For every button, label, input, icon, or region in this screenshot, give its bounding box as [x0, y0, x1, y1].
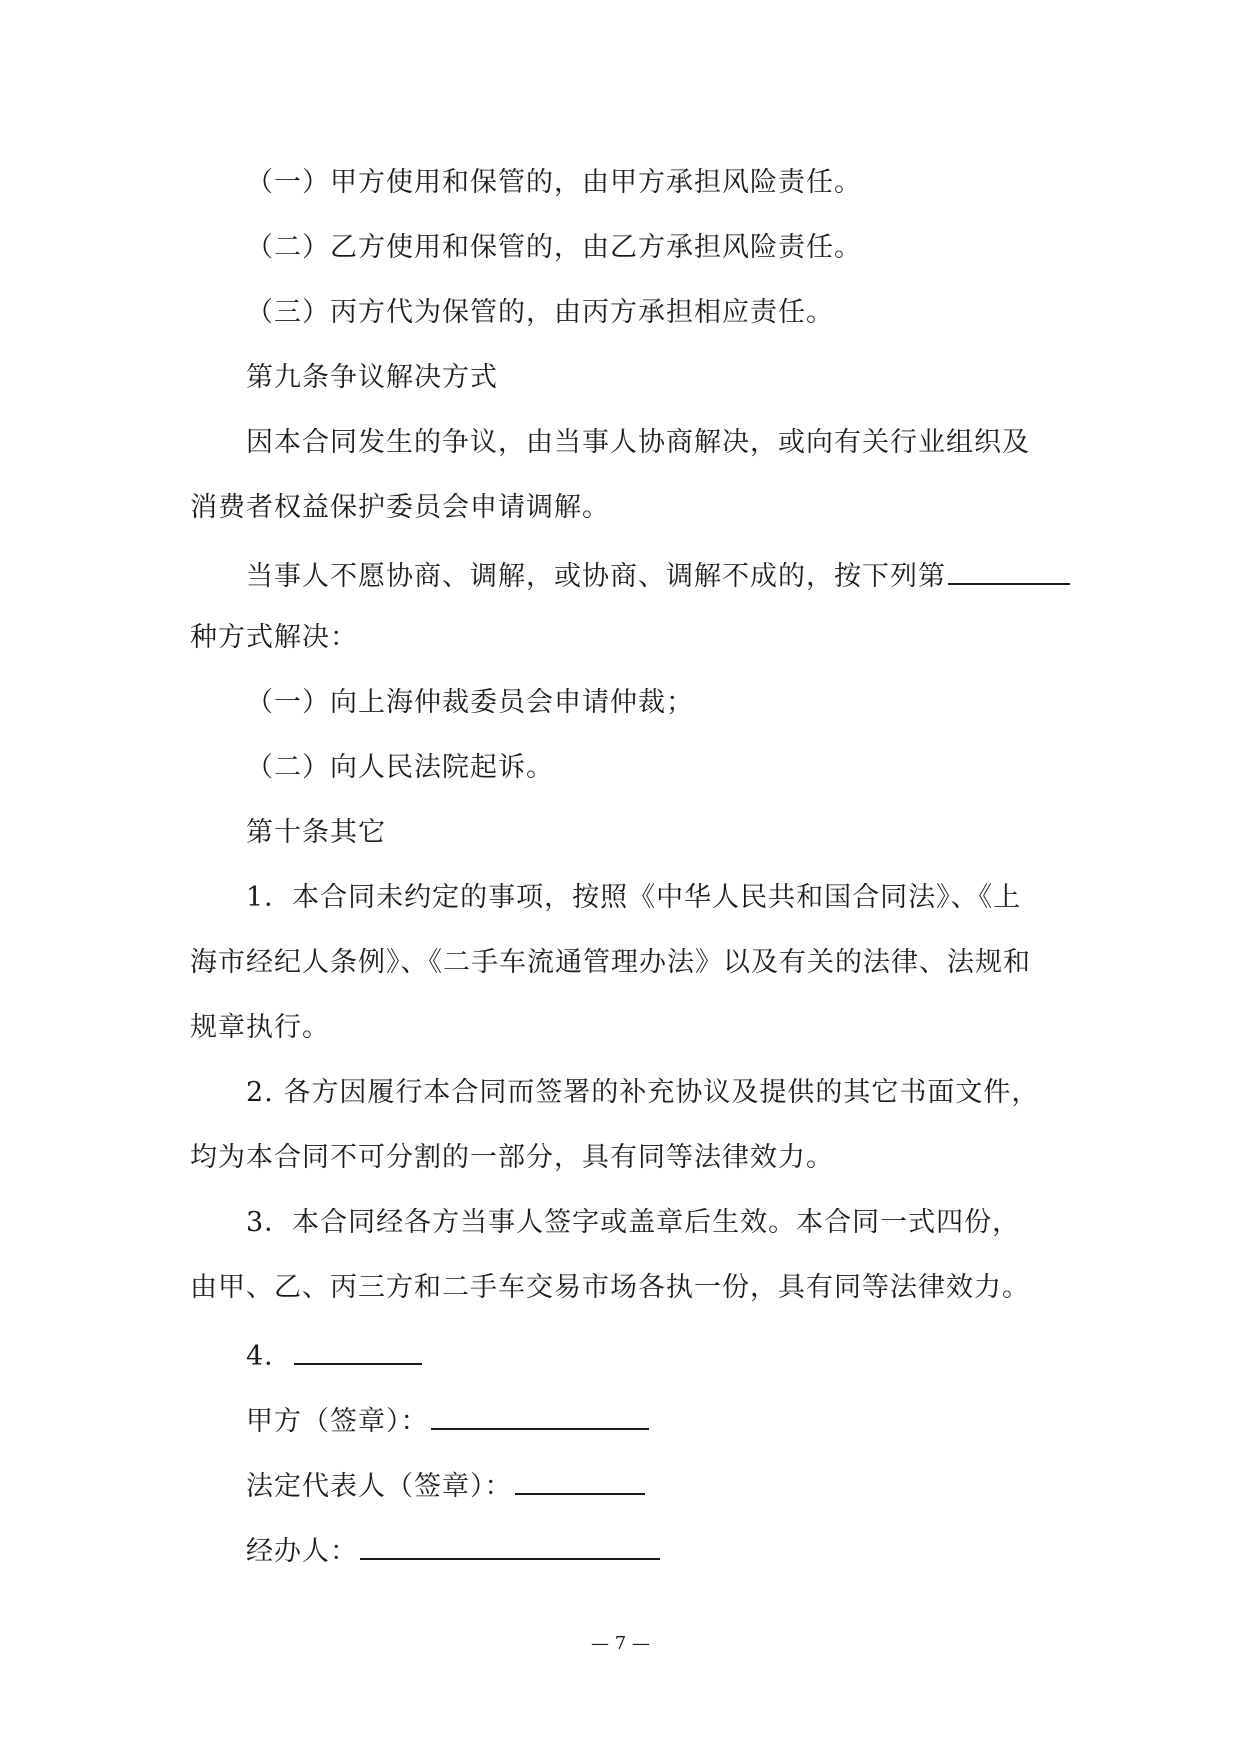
party-a-signature-label: 甲方（签章）： — [246, 1406, 429, 1437]
item-4-blank[interactable] — [294, 1333, 422, 1365]
clause-9-paragraph-1-line-1: 因本合同发生的争议，由当事人协商解决，或向有关行业组织及 — [246, 427, 1030, 458]
party-a-signature-blank[interactable] — [431, 1398, 649, 1430]
clause-10-item-1-line-2: 海市经纪人条例》、《二手车流通管理办法》以及有关的法律、法规和 — [190, 947, 1031, 978]
handler-signature-line — [246, 1528, 1126, 1572]
clause-9-paragraph-2-line-2: 种方式解决： — [190, 622, 358, 653]
page-number: — 7 — — [591, 1633, 650, 1654]
clause-10-item-4 — [246, 1333, 1126, 1377]
clause-9-paragraph-2-line-1 — [246, 553, 1126, 597]
clause-9-paragraph-2-text: 当事人不愿协商、调解，或协商、调解不成的，按下列第 — [246, 561, 946, 592]
clause-9-option-1: （一）向上海仲裁委员会申请仲裁； — [246, 687, 694, 718]
legal-representative-blank[interactable] — [515, 1463, 645, 1495]
clause-9-paragraph-1-line-2: 消费者权益保护委员会申请调解。 — [190, 492, 610, 523]
clause-10-item-2-line-2: 均为本合同不可分割的一部分，具有同等法律效力。 — [190, 1142, 834, 1173]
clause-8-item-2: （二）乙方使用和保管的，由乙方承担风险责任。 — [246, 232, 862, 263]
legal-representative-label: 法定代表人（签章）： — [246, 1471, 513, 1502]
clause-9-option-2: （二）向人民法院起诉。 — [246, 752, 554, 783]
clause-10-heading: 第十条其它 — [246, 817, 386, 848]
party-a-signature-line — [246, 1398, 1126, 1442]
handler-label: 经办人： — [246, 1536, 358, 1567]
clause-9-heading: 第九条争议解决方式 — [246, 362, 498, 393]
clause-10-item-3-line-1: 3．本合同经各方当事人签字或盖章后生效。本合同一式四份， — [246, 1207, 1021, 1238]
method-choice-blank[interactable] — [948, 553, 1070, 585]
clause-8-item-1: （一）甲方使用和保管的，由甲方承担风险责任。 — [246, 167, 862, 198]
clause-10-item-1-line-3: 规章执行。 — [190, 1012, 330, 1043]
clause-10-item-4-number: 4． — [246, 1341, 293, 1372]
clause-10-item-3-line-2: 由甲、乙、丙三方和二手车交易市场各执一份，具有同等法律效力。 — [190, 1272, 1030, 1303]
handler-blank[interactable] — [360, 1528, 660, 1560]
clause-10-item-2-line-1: 2. 各方因履行本合同而签署的补充协议及提供的其它书面文件， — [246, 1077, 1040, 1108]
clause-10-item-1-line-1: 1．本合同未约定的事项，按照《中华人民共和国合同法》、《上 — [246, 882, 1022, 913]
legal-representative-signature-line — [246, 1463, 1126, 1507]
clause-8-item-3: （三）丙方代为保管的，由丙方承担相应责任。 — [246, 297, 834, 328]
